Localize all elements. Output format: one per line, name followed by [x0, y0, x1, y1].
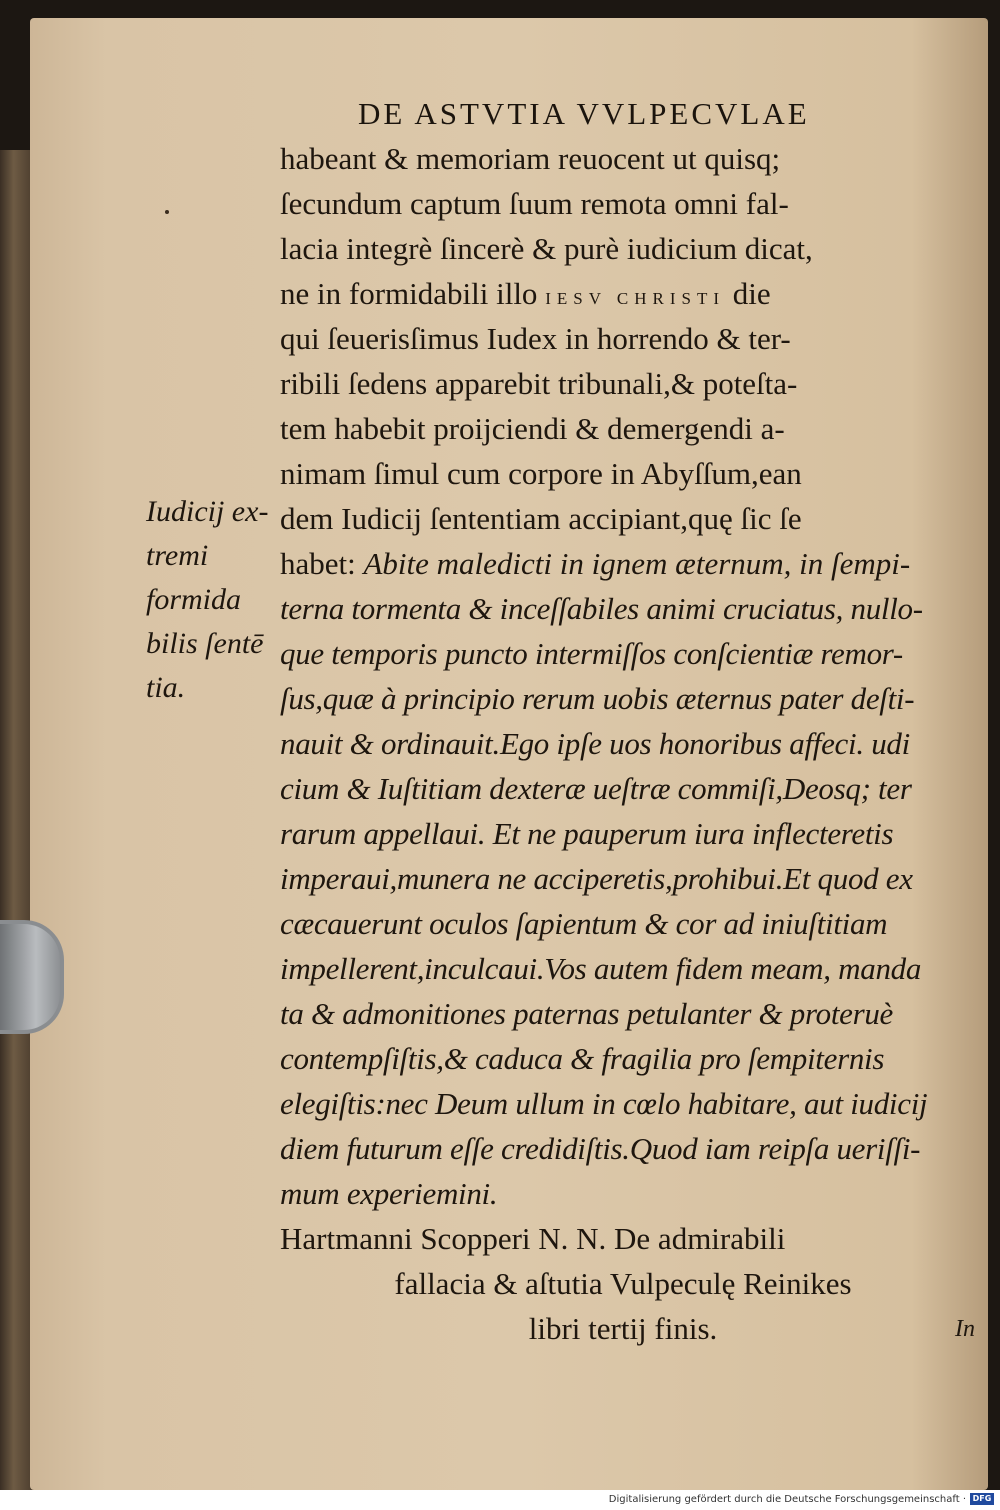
text-line: terna tormenta & inceſſabiles animi cruciatus, nullo-	[280, 591, 923, 626]
marginal-note-line: formida	[146, 583, 242, 616]
ink-speck	[165, 210, 169, 214]
text-line: nauit & ordinauit.Ego ipſe uos honoribus affeci. udi	[280, 726, 910, 761]
text-line: cæcauerunt oculos ſapientum & cor ad iniuſtitiam	[280, 906, 888, 941]
text-line: que temporis puncto intermiſſos conſcientiæ remor-	[280, 636, 903, 671]
text-line: rarum appellaui. Et ne pauperum iura inflecteretis	[280, 816, 894, 851]
text-line: ſecundum captum ſuum remota omni fal-	[280, 186, 789, 221]
book-fore-edge	[0, 150, 34, 1510]
text-line: ſus,quæ à principio rerum uobis æternus pater deſti-	[280, 681, 915, 716]
footer-credit: Digitalisierung gefördert durch die Deutsche Forschungsgemeinschaft ·	[608, 1494, 966, 1505]
text-line: nimam ſimul cum corpore in Abyſſum,ean	[280, 456, 802, 491]
marginal-note-line: bilis ſentē	[146, 627, 264, 660]
text-line: mum experiemini.	[280, 1176, 498, 1211]
marginal-note-line: tia.	[146, 671, 186, 704]
text-line	[280, 271, 992, 316]
text-line: lacia integrè ſincerè & purè iudicium dicat,	[280, 231, 813, 266]
text-segment: ne in formidabili illo	[280, 276, 546, 311]
running-head: DE ASTVTIA VVLPECVLAE	[358, 96, 810, 131]
text-line: ribili ſedens apparebit tribunali,& poteſta-	[280, 366, 798, 401]
text-segment: die	[725, 276, 771, 311]
metal-clasp	[0, 920, 64, 1034]
text-line: libri tertij finis.	[528, 1311, 718, 1346]
text-line: fallacia & aſtutia Vulpeculę Reinikes	[394, 1266, 852, 1301]
text-line: dem Iudicij ſententiam accipiant,quę ſic ſe	[280, 501, 802, 536]
text-line: Hartmanni Scopperi N. N. De admirabili	[280, 1221, 786, 1256]
text-line: contempſiſtis,& caduca & fragilia pro ſempiternis	[280, 1041, 885, 1076]
text-line: tem habebit proijciendi & demergendi a-	[280, 411, 785, 446]
marginal-note-line: tremi	[146, 539, 209, 572]
catchword: In	[955, 1316, 975, 1342]
text-line: cium & Iuſtitiam dexteræ ueſtræ commiſi,Deosq; ter	[280, 771, 912, 806]
text-line: ta & admonitiones paternas petulanter & proteruè	[280, 996, 894, 1031]
dfg-logo-icon: DFG	[970, 1493, 994, 1505]
small-caps-name: IESV CHRISTI	[545, 289, 726, 308]
marginal-note	[146, 490, 276, 710]
body-text	[280, 136, 992, 1351]
text-line	[280, 541, 992, 586]
text-line: qui ſeuerisſimus Iudex in horrendo & ter-	[280, 321, 791, 356]
text-line: habeant & memoriam reuocent ut quisq;	[280, 141, 781, 176]
text-segment: habet:	[280, 546, 364, 581]
text-line: elegiſtis:nec Deum ullum in cœlo habitare, aut iudicij	[280, 1086, 928, 1121]
italic-quotation: Abite maledicti in ignem æternum, in ſempi-	[363, 546, 911, 581]
text-line: diem futurum eſſe credidiſtis.Quod iam reipſa ueriſſi-	[280, 1131, 921, 1166]
text-line: imperaui,munera ne acciperetis,prohibui.Et quod ex	[280, 861, 913, 896]
marginal-note-line: Iudicij ex-	[146, 495, 269, 528]
text-line: impellerent,inculcaui.Vos autem fidem meam, manda	[280, 951, 922, 986]
